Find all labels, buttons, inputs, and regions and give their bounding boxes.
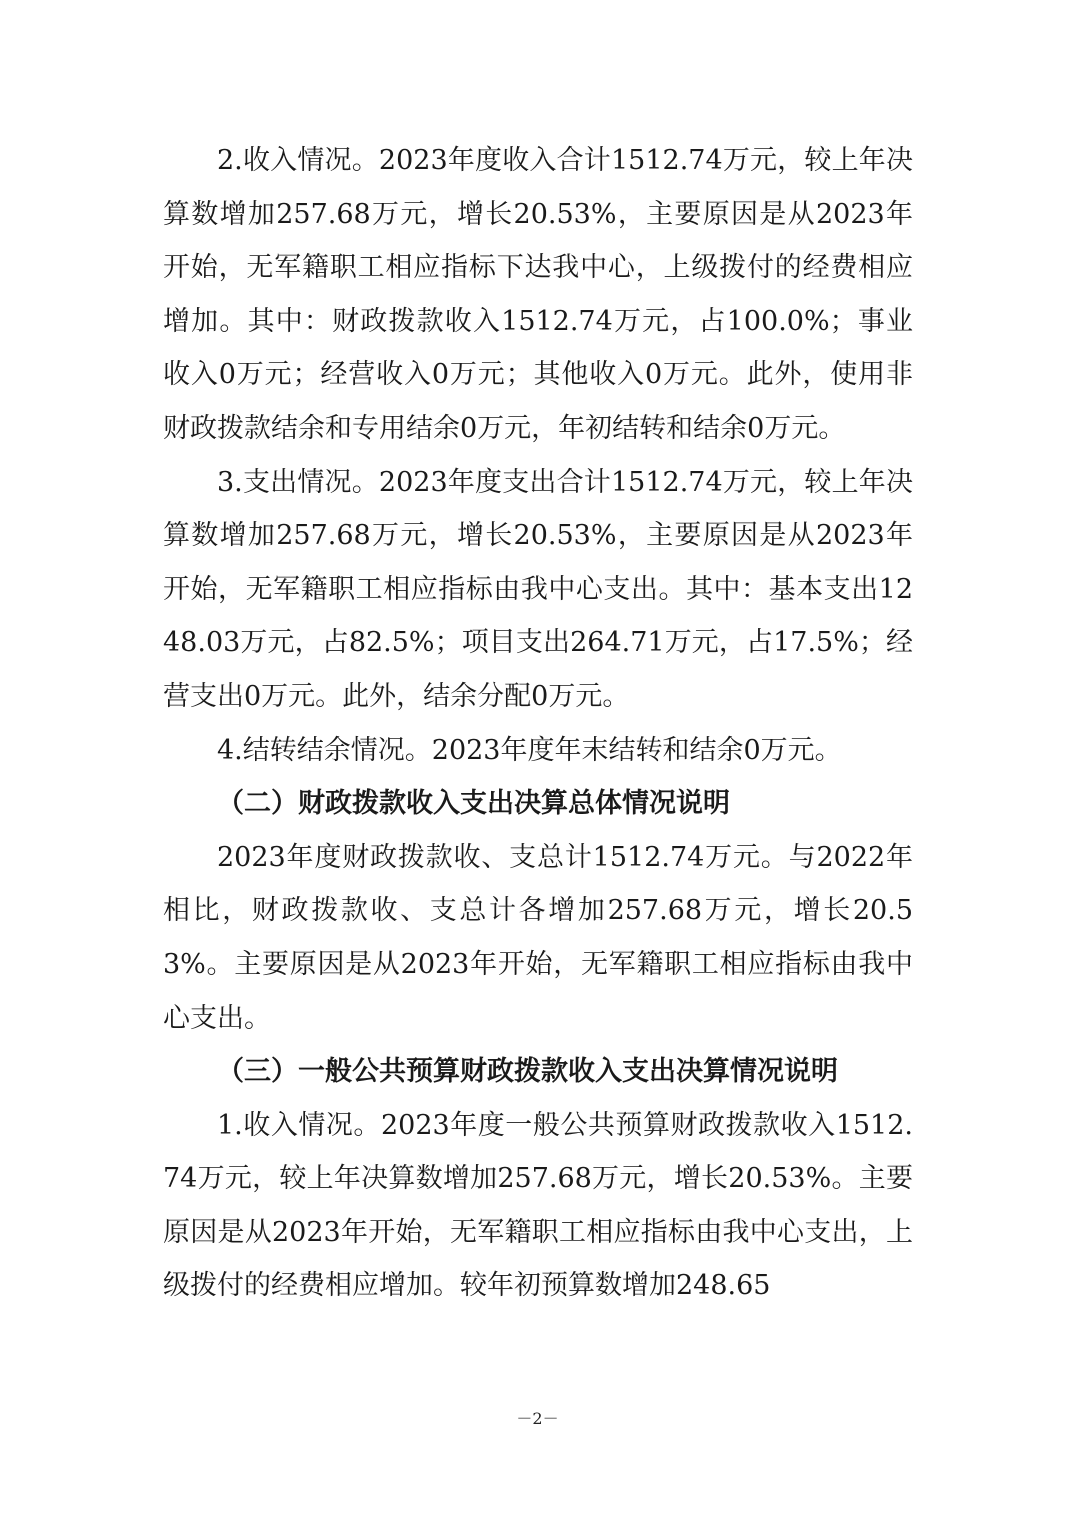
paragraph-expenditure: 3.支出情况。2023年度支出合计1512.74万元，较上年决算数增加257.68万元，增长20.53%，主要原因是从2023年开始，无军籍职工相应指标由我中心支出。其中：基本支出1248.03万元，占82.5%；项目支出264.71万元，占17.5%；经营支出0万元。此外，结余分配0万元。 [163, 466, 913, 712]
paragraph-fiscal-total: 2023年度财政拨款收、支总计1512.74万元。与2022年相比，财政拨款收、支总计各增加257.68万元，增长20.53%。主要原因是从2023年开始，无军籍职工相应指标由我中心支出。 [163, 841, 913, 1034]
paragraph-general-budget-income: 1.收入情况。2023年度一般公共预算财政拨款收入1512.74万元，较上年决算数增加257.68万元，增长20.53%。主要原因是从2023年开始，无军籍职工相应指标由我中心支出，上级拨付的经费相应增加。较年初预算数增加248.65 [163, 1109, 913, 1302]
section-heading-2: （二）财政拨款收入支出决算总体情况说明 [217, 788, 730, 820]
paragraph-income: 2.收入情况。2023年度收入合计1512.74万元，较上年决算数增加257.68万元，增长20.53%，主要原因是从2023年开始，无军籍职工相应指标下达我中心，上级拨付的经费相应增加。其中：财政拨款收入1512.74万元，占100.0%；事业收入0万元；经营收入0万元；其他收入0万元。此外，使用非财政拨款结余和专用结余0万元，年初结转和结余0万元。 [163, 145, 913, 444]
page-number: －2－ [516, 1409, 559, 1428]
paragraph-carryover: 4.结转结余情况。2023年度年末结转和结余0万元。 [217, 734, 842, 766]
document-body [163, 134, 913, 1313]
section-heading-3: （三）一般公共预算财政拨款收入支出决算情况说明 [217, 1056, 838, 1088]
